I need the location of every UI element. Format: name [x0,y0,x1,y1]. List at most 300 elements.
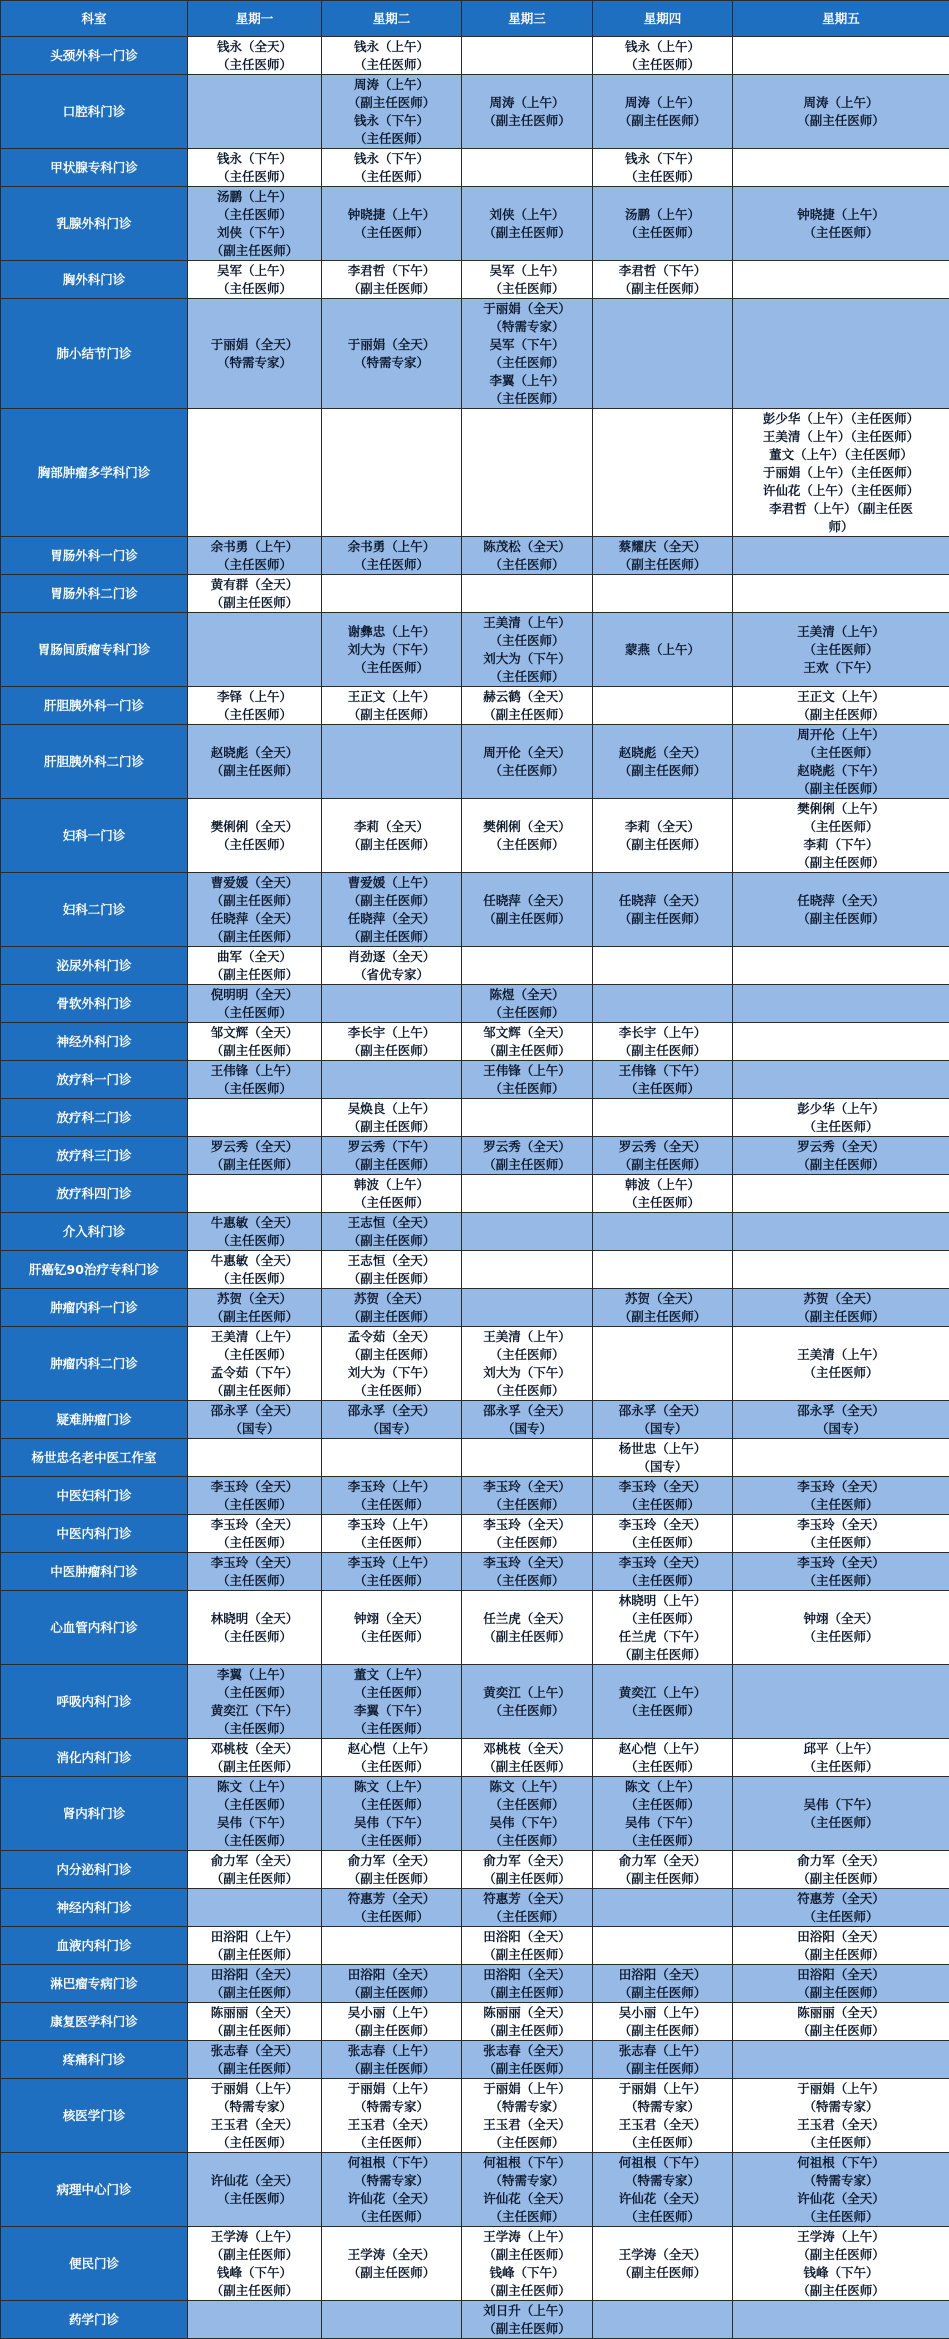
schedule-cell [322,187,462,261]
doctor-entry: 韩波（上午） [596,1176,729,1194]
schedule-cell [322,2041,462,2079]
schedule-cell [322,2153,462,2227]
schedule-cell [188,873,322,947]
doctor-entry: （主任医师） [736,1758,946,1776]
doctor-entry: （主任医师） [191,206,318,224]
doctor-entry: （副主任医师） [191,1382,318,1400]
department-cell: 心血管内科门诊 [1,1591,188,1665]
schedule-cell [733,1927,949,1965]
department-cell: 康复医学科门诊 [1,2003,188,2041]
doctor-entry: 符惠芳（全天） [465,1890,589,1908]
doctor-entry: 李翼（上午） [465,372,589,390]
schedule-cell [188,1477,322,1515]
doctor-entry: （国专） [191,1420,318,1438]
table-row [1,1851,949,1889]
doctor-entry: 吴伟（下午） [191,1814,318,1832]
schedule-cell [462,187,593,261]
doctor-entry: 陈文（上午） [325,1778,458,1796]
schedule-cell [322,1889,462,1927]
schedule-cell [462,1477,593,1515]
header-row [1,1,949,37]
schedule-cell [322,947,462,985]
doctor-entry: 吴军（上午） [465,262,589,280]
doctor-entry: （副主任医师） [325,1042,458,1060]
doctor-entry: 樊俐俐（上午） [736,800,946,818]
schedule-cell [733,1289,949,1327]
doctor-entry: （主任医师） [736,1908,946,1926]
doctor-entry: 王玉君（全天） [191,2116,318,2134]
schedule-cell [462,2041,593,2079]
schedule-cell [593,187,733,261]
doctor-entry: 王学涛（上午） [191,2228,318,2246]
doctor-entry: 王美清（上午） [465,614,589,632]
doctor-entry: （副主任医师） [191,1758,318,1776]
doctor-entry: 钱永（全天） [191,38,318,56]
department-cell: 药学门诊 [1,2301,188,2339]
schedule-cell [462,1175,593,1213]
doctor-entry: （副主任医师） [191,2022,318,2040]
doctor-entry: （主任医师） [325,1194,458,1212]
doctor-entry: （主任医师） [325,1908,458,1926]
doctor-entry: 李玉玲（全天） [191,1478,318,1496]
department-cell: 中医肿瘤科门诊 [1,1553,188,1591]
doctor-entry: （副主任医师） [736,1984,946,2002]
schedule-cell [733,947,949,985]
department-cell: 头颈外科一门诊 [1,37,188,75]
department-cell: 疑难肿瘤门诊 [1,1401,188,1439]
schedule-cell [322,409,462,537]
department-cell: 胸部肿瘤多学科门诊 [1,409,188,537]
doctor-entry: 钟翊（全天） [325,1610,458,1628]
doctor-entry: 邹文辉（全天） [191,1024,318,1042]
schedule-cell [733,37,949,75]
schedule-cell [593,2003,733,2041]
doctor-entry: 俞力军（全天） [191,1852,318,1870]
doctor-entry: 林晓明（全天） [191,1610,318,1628]
department-cell: 神经外科门诊 [1,1023,188,1061]
schedule-cell [733,537,949,575]
doctor-entry: 钟晓捷（上午） [325,206,458,224]
doctor-entry: （副主任医师） [596,112,729,130]
schedule-cell [188,575,322,613]
doctor-entry: （主任医师） [325,130,458,148]
schedule-cell [733,2003,949,2041]
schedule-cell [462,985,593,1023]
doctor-entry: 李翼（下午） [325,1702,458,1720]
schedule-cell [593,2227,733,2301]
schedule-cell [462,1251,593,1289]
schedule-cell [188,1965,322,2003]
doctor-entry: （主任医师） [465,280,589,298]
schedule-cell [462,725,593,799]
schedule-cell [733,1553,949,1591]
department-cell: 神经内科门诊 [1,1889,188,1927]
table-row [1,1137,949,1175]
schedule-cell [188,1927,322,1965]
schedule-cell [593,149,733,187]
table-row [1,37,949,75]
doctor-entry: （副主任医师） [465,1870,589,1888]
doctor-entry: 王正文（上午） [325,688,458,706]
schedule-cell [322,1289,462,1327]
department-cell: 肿瘤内科一门诊 [1,1289,188,1327]
doctor-entry: 陈文（上午） [596,1778,729,1796]
schedule-cell [462,1965,593,2003]
schedule-cell [733,1851,949,1889]
doctor-entry: （主任医师） [465,2134,589,2152]
doctor-entry: （主任医师） [191,168,318,186]
doctor-entry: 周涛（上午） [325,76,458,94]
doctor-entry: （主任医师） [465,836,589,854]
schedule-cell [188,1591,322,1665]
doctor-entry: （副主任医师） [736,854,946,872]
schedule-cell [462,2003,593,2041]
doctor-entry: （副主任医师） [736,1156,946,1174]
schedule-cell [188,1777,322,1851]
doctor-entry: （副主任医师） [596,910,729,928]
doctor-entry: （副主任医师） [736,706,946,724]
schedule-cell [593,537,733,575]
doctor-entry: 钱峰（下午） [191,2264,318,2282]
schedule-cell [733,2079,949,2153]
department-cell: 肿瘤内科二门诊 [1,1327,188,1401]
schedule-cell [188,2079,322,2153]
schedule-cell [188,1099,322,1137]
schedule-cell [733,1515,949,1553]
header-wednesday: 星期三 [462,1,593,37]
schedule-cell [188,687,322,725]
doctor-entry: 符惠芳（全天） [736,1890,946,1908]
department-cell: 淋巴瘤专病门诊 [1,1965,188,2003]
department-cell: 血液内科门诊 [1,1927,188,1965]
schedule-cell [733,799,949,873]
doctor-entry: （副主任医师） [191,928,318,946]
doctor-entry: 于丽娟（上午） [191,2080,318,2098]
schedule-cell [733,575,949,613]
schedule-cell [322,1251,462,1289]
schedule-cell [593,1477,733,1515]
doctor-entry: （主任医师） [191,1684,318,1702]
doctor-entry: 陈文（上午） [191,1778,318,1796]
doctor-entry: 邱平（上午） [736,1740,946,1758]
doctor-entry: 赵晓彪（全天） [596,744,729,762]
schedule-cell [322,1927,462,1965]
doctor-entry: 陈丽丽（全天） [736,2004,946,2022]
doctor-entry: （副主任医师） [325,706,458,724]
table-row [1,2227,949,2301]
schedule-cell [322,299,462,409]
table-row [1,75,949,149]
schedule-cell [593,2153,733,2227]
doctor-entry: （副主任医师） [191,966,318,984]
doctor-entry: 吴军（下午） [465,336,589,354]
schedule-cell [462,1591,593,1665]
doctor-entry: （副主任医师） [325,1346,458,1364]
doctor-entry: 王美清（上午）（主任医师） [736,428,946,446]
doctor-entry: 任兰虎（全天） [465,1610,589,1628]
doctor-entry: 俞力军（全天） [465,1852,589,1870]
doctor-entry: （特需专家） [736,2098,946,2116]
doctor-entry: 周涛（上午） [465,94,589,112]
doctor-entry: （副主任医师） [596,2264,729,2282]
schedule-cell [462,2079,593,2153]
doctor-entry: 苏贺（全天） [191,1290,318,1308]
schedule-cell [462,1777,593,1851]
doctor-entry: （副主任医师） [465,1984,589,2002]
doctor-entry: 刘大为（下午） [465,650,589,668]
doctor-entry: （国专） [596,1458,729,1476]
table-row [1,575,949,613]
doctor-entry: （主任医师） [596,2208,729,2226]
doctor-entry: （主任医师） [191,1796,318,1814]
doctor-entry: 陈茂松（全天） [465,538,589,556]
doctor-entry: 周涛（上午） [596,94,729,112]
doctor-entry: （主任医师） [596,168,729,186]
doctor-entry: 刘侠（下午） [191,224,318,242]
doctor-entry: 任晓萍（全天） [191,910,318,928]
doctor-entry: （副主任医师） [191,594,318,612]
doctor-entry: 李玉玲（全天） [465,1478,589,1496]
schedule-cell [188,1023,322,1061]
schedule-body [1,37,949,2339]
doctor-entry: 田浴阳（上午） [191,1928,318,1946]
doctor-entry: （副主任医师） [596,1308,729,1326]
doctor-entry: 何祖根（下午） [596,2154,729,2172]
doctor-entry: 李玉玲（全天） [191,1554,318,1572]
doctor-entry: （副主任医师） [596,1870,729,1888]
doctor-entry: 李玉玲（全天） [465,1516,589,1534]
department-cell: 肝胆胰外科一门诊 [1,687,188,725]
table-row [1,1477,949,1515]
doctor-entry: 吴伟（下午） [325,1814,458,1832]
doctor-entry: 周涛（上午） [736,94,946,112]
doctor-entry: 苏贺（全天） [736,1290,946,1308]
doctor-entry: 钱永（下午） [325,150,458,168]
doctor-entry: 王美清（上午） [736,1346,946,1364]
doctor-entry: 任晓萍（全天） [325,910,458,928]
doctor-entry: （主任医师） [596,1080,729,1098]
doctor-entry: 吴伟（下午） [736,1796,946,1814]
schedule-cell [593,1439,733,1477]
schedule-cell [188,409,322,537]
schedule-cell [188,1515,322,1553]
doctor-entry: （副主任医师） [465,112,589,130]
schedule-cell [462,1213,593,1251]
doctor-entry: 邵永孚（全天） [191,1402,318,1420]
doctor-entry: 王美清（上午） [191,1328,318,1346]
doctor-entry: 李玉玲（全天） [596,1554,729,1572]
doctor-entry: （主任医师） [191,1720,318,1738]
doctor-entry: 彭少华（上午） [736,1100,946,1118]
doctor-entry: （国专） [596,1420,729,1438]
schedule-cell [733,1175,949,1213]
doctor-entry: 于丽娟（全天） [191,336,318,354]
schedule-cell [462,613,593,687]
doctor-entry: （特需专家） [191,354,318,372]
doctor-entry: 于丽娟（上午） [596,2080,729,2098]
schedule-cell [188,1175,322,1213]
doctor-entry: 任晓萍（全天） [736,892,946,910]
table-row [1,687,949,725]
doctor-entry: （主任医师） [191,836,318,854]
doctor-entry: （主任医师） [465,1004,589,1022]
doctor-entry: 王美清（上午） [736,623,946,641]
schedule-cell [322,613,462,687]
doctor-entry: （主任医师） [736,2134,946,2152]
schedule-cell [188,75,322,149]
doctor-entry: 于丽娟（上午）（主任医师） [736,464,946,482]
doctor-entry: 赵晓彪（全天） [191,744,318,762]
schedule-cell [462,1739,593,1777]
doctor-entry: （副主任医师） [465,1946,589,1964]
doctor-entry: （主任医师） [325,2134,458,2152]
doctor-entry: 钱永（下午） [191,150,318,168]
schedule-cell [322,2301,462,2339]
schedule-cell [593,575,733,613]
schedule-cell [322,1023,462,1061]
doctor-entry: 何祖根（下午） [325,2154,458,2172]
schedule-cell [188,725,322,799]
schedule-cell [322,1739,462,1777]
table-row [1,873,949,947]
schedule-cell [733,75,949,149]
doctor-entry: 李玉玲（上午） [325,1478,458,1496]
doctor-entry: 牛惠敏（全天） [191,1252,318,1270]
doctor-entry: （主任医师） [325,556,458,574]
schedule-cell [733,1213,949,1251]
schedule-cell [733,1137,949,1175]
doctor-entry: 田浴阳（全天） [191,1966,318,1984]
doctor-entry: 杨世忠（上午） [596,1440,729,1458]
doctor-entry: 苏贺（全天） [596,1290,729,1308]
doctor-entry: 田浴阳（全天） [465,1928,589,1946]
table-row [1,613,949,687]
doctor-entry: （副主任医师） [465,2282,589,2300]
schedule-cell [462,2153,593,2227]
department-cell: 肾内科门诊 [1,1777,188,1851]
schedule-cell [322,1665,462,1739]
department-cell: 呼吸内科门诊 [1,1665,188,1739]
schedule-cell [733,1889,949,1927]
doctor-entry: 林晓明（上午） [596,1592,729,1610]
doctor-entry: （主任医师） [465,556,589,574]
doctor-entry: （副主任医师） [325,2060,458,2078]
doctor-entry: （副主任医师） [191,1984,318,2002]
schedule-cell [322,1965,462,2003]
schedule-cell [462,261,593,299]
doctor-entry: （主任医师） [736,1628,946,1646]
schedule-cell [593,1327,733,1401]
doctor-entry: 田浴阳（全天） [465,1966,589,1984]
doctor-entry: 黄有群（全天） [191,576,318,594]
doctor-entry: 曹爱媛（上午） [325,874,458,892]
doctor-entry: 孟令茹（下午） [191,1364,318,1382]
schedule-cell [593,1965,733,2003]
schedule-cell [593,613,733,687]
schedule-cell [462,1889,593,1927]
doctor-entry: （主任医师） [596,1496,729,1514]
doctor-entry: （副主任医师） [736,2246,946,2264]
schedule-cell [322,1777,462,1851]
doctor-entry: 吴军（上午） [191,262,318,280]
doctor-entry: 张志春（全天） [465,2042,589,2060]
schedule-cell [188,261,322,299]
doctor-entry: （主任医师） [325,56,458,74]
schedule-cell [322,1099,462,1137]
department-cell: 肝癌钇90治疗专科门诊 [1,1251,188,1289]
doctor-entry: （副主任医师） [736,2282,946,2300]
schedule-cell [462,299,593,409]
doctor-entry: 张志春（上午） [325,2042,458,2060]
doctor-entry: （国专） [736,1420,946,1438]
doctor-entry: （副主任医师） [736,112,946,130]
table-row [1,1515,949,1553]
doctor-entry: 李玉玲（全天） [736,1478,946,1496]
doctor-entry: 汤鹏（上午） [191,188,318,206]
schedule-cell [733,687,949,725]
doctor-entry: （主任医师） [325,1796,458,1814]
doctor-entry: （主任医师） [325,1534,458,1552]
doctor-entry: （副主任医师） [325,836,458,854]
schedule-cell [188,1213,322,1251]
doctor-entry: （特需专家） [465,2098,589,2116]
doctor-entry: 陈丽丽（全天） [191,2004,318,2022]
schedule-cell [733,1099,949,1137]
schedule-cell [188,2041,322,2079]
table-row [1,1889,949,1927]
doctor-entry: 汤鹏（上午） [596,206,729,224]
doctor-entry: （主任医师） [191,1004,318,1022]
doctor-entry: （主任医师） [596,224,729,242]
doctor-entry: 吴焕良（上午） [325,1100,458,1118]
doctor-entry: 周开伦（全天） [465,744,589,762]
schedule-cell [593,1023,733,1061]
doctor-entry: （主任医师） [325,168,458,186]
table-row [1,409,949,537]
table-row [1,985,949,1023]
department-cell: 消化内科门诊 [1,1739,188,1777]
doctor-entry: 田浴阳（全天） [736,1928,946,1946]
doctor-entry: （主任医师） [191,1080,318,1098]
table-row [1,2153,949,2227]
schedule-cell [733,1591,949,1665]
table-row [1,1965,949,2003]
doctor-entry: 刘大为（下午） [325,1364,458,1382]
table-row [1,2079,949,2153]
doctor-entry: 许仙花（全天） [596,2190,729,2208]
doctor-entry: （副主任医师） [465,2060,589,2078]
doctor-entry: 邵永孚（全天） [736,1402,946,1420]
doctor-entry: （主任医师） [596,1534,729,1552]
schedule-cell [462,799,593,873]
schedule-cell [462,1927,593,1965]
doctor-entry: 彭少华（上午）（主任医师） [736,410,946,428]
doctor-entry: （副主任医师） [325,1984,458,2002]
schedule-cell [188,1327,322,1401]
doctor-entry: （特需专家） [325,354,458,372]
doctor-entry: 钱峰（下午） [465,2264,589,2282]
doctor-entry: 何祖根（下午） [465,2154,589,2172]
doctor-entry: （副主任医师） [465,2022,589,2040]
schedule-cell [322,1477,462,1515]
doctor-entry: （副主任医师） [736,910,946,928]
doctor-entry: （副主任医师） [736,780,946,798]
schedule-cell [462,537,593,575]
doctor-entry: （主任医师） [191,1628,318,1646]
doctor-entry: 赫云鹤（全天） [465,688,589,706]
doctor-entry: （主任医师） [191,556,318,574]
doctor-entry: 王志恒（全天） [325,1214,458,1232]
